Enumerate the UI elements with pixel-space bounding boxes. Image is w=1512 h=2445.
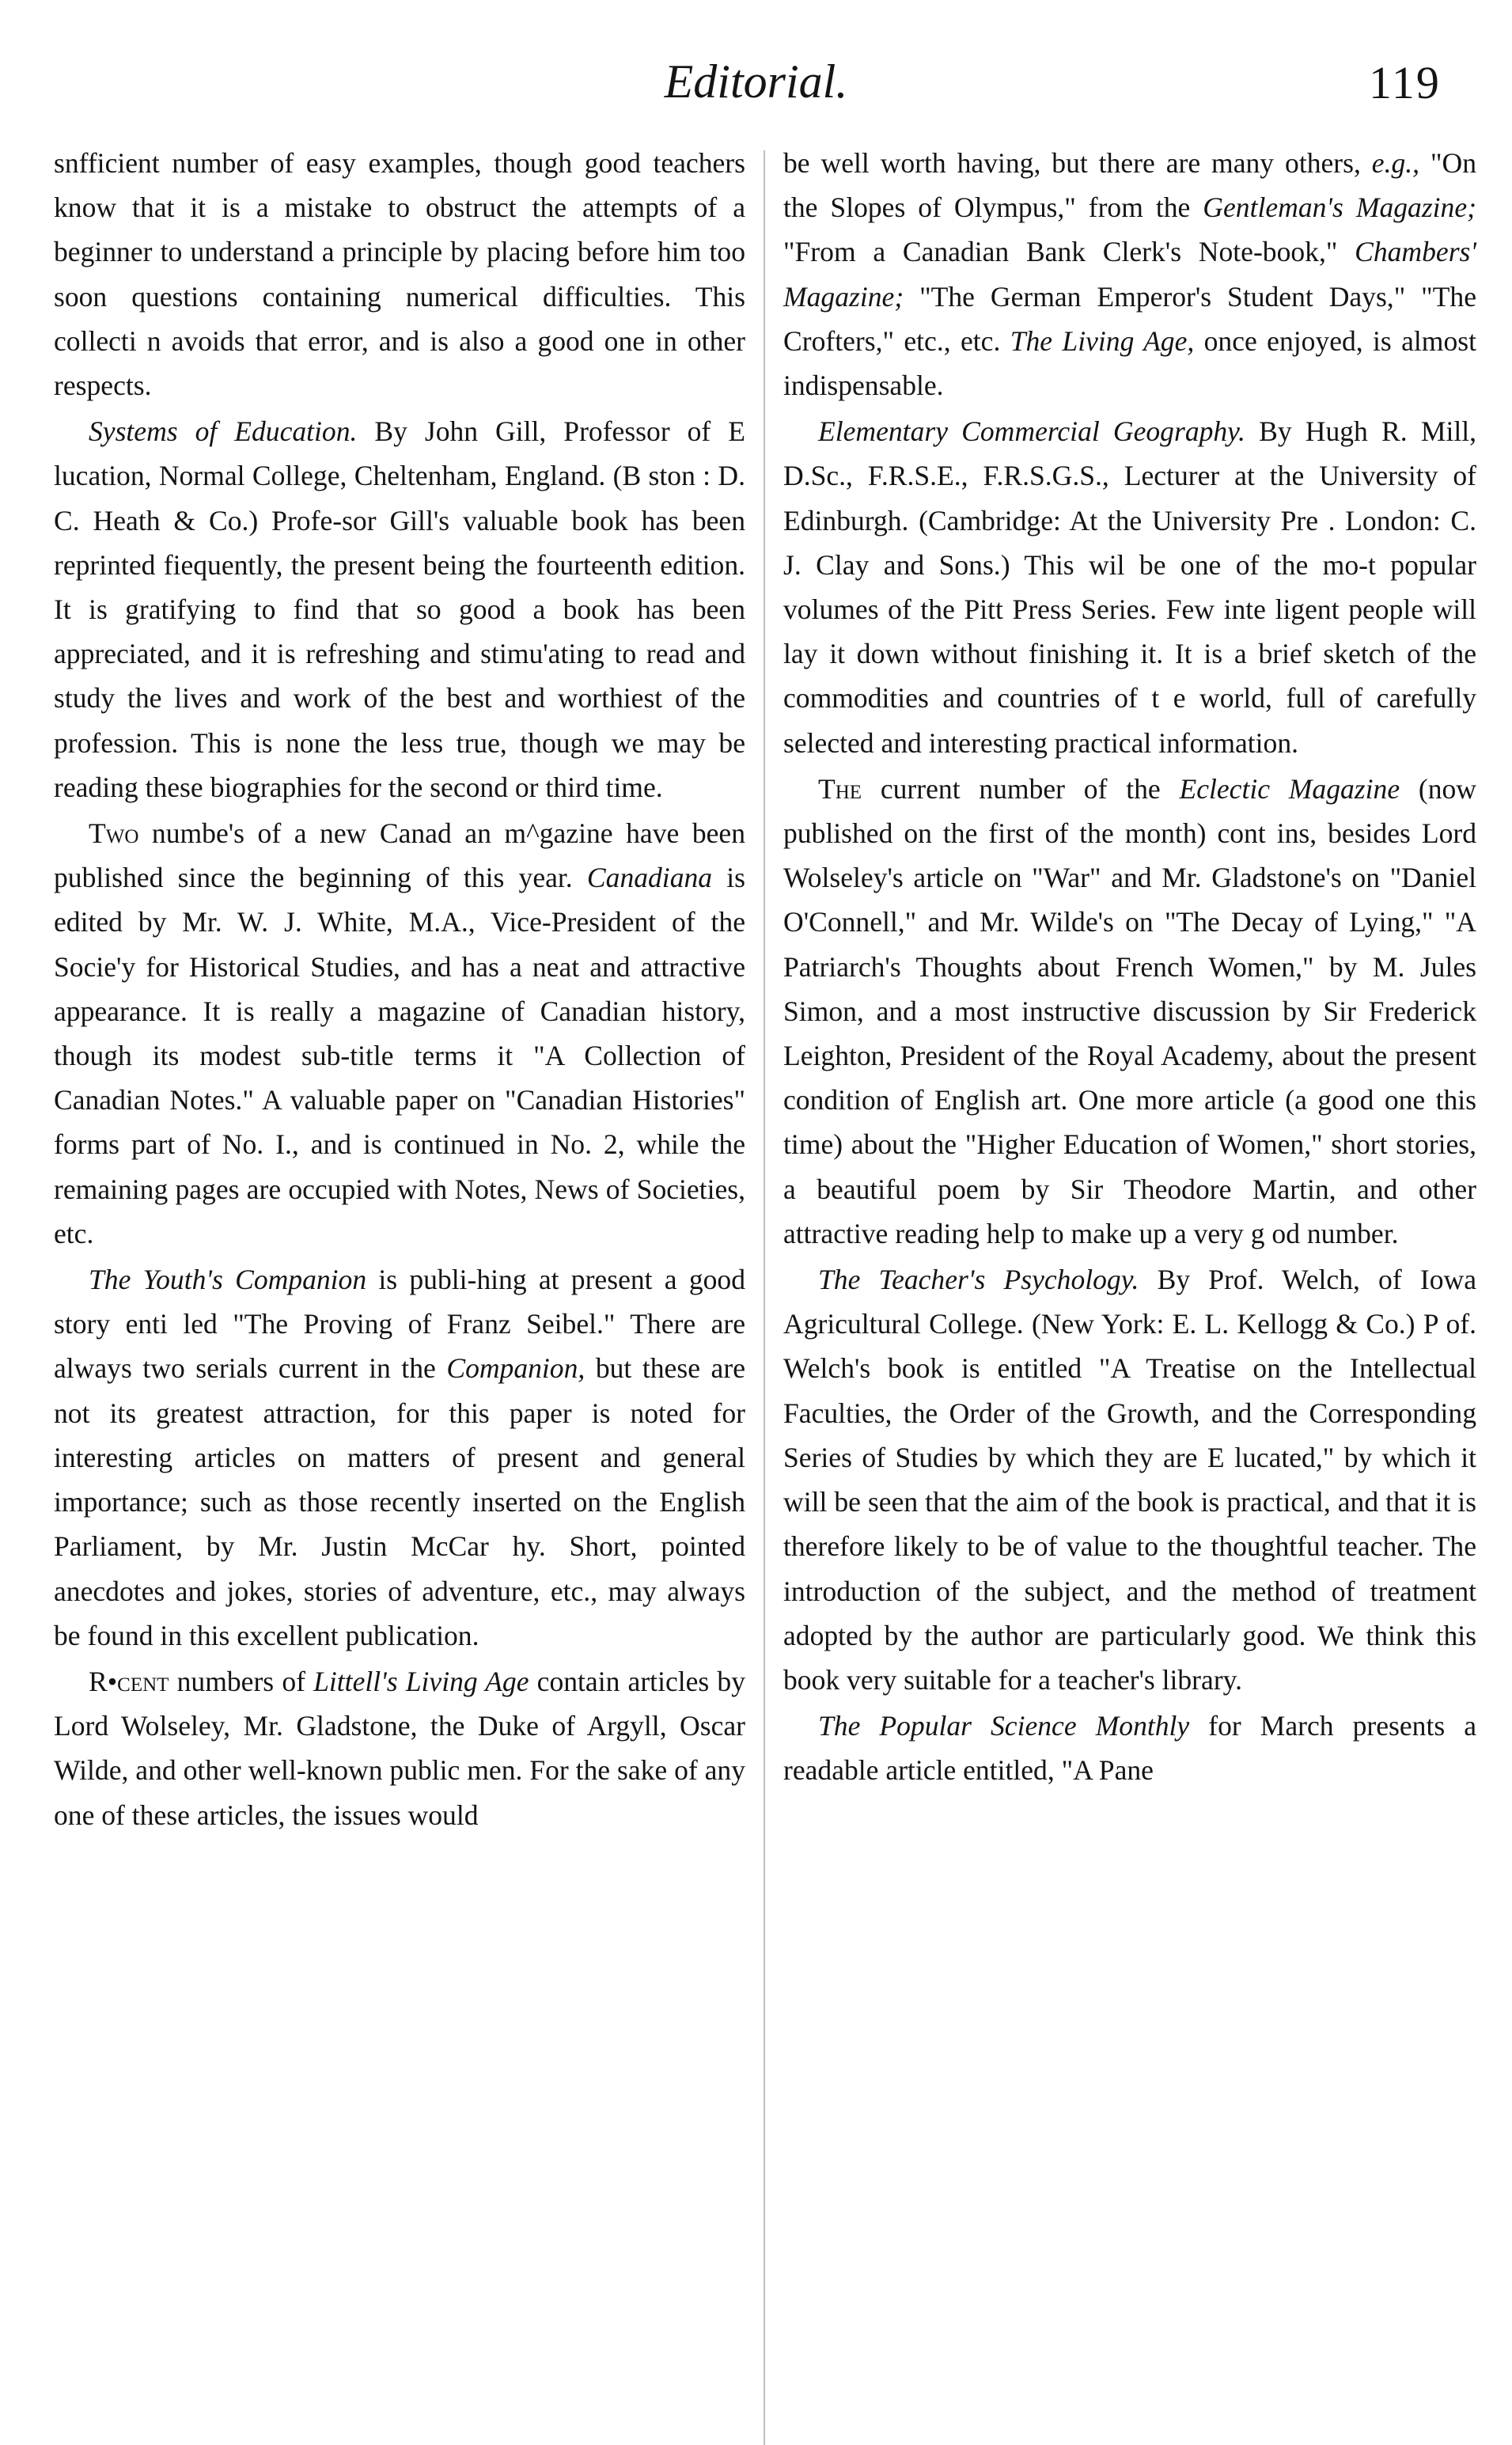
paragraph-littells-living-age <box>54 1659 745 1837</box>
paragraph-eclectic-magazine <box>783 767 1476 1256</box>
paragraph-text: By Hugh R. Mill, D.Sc., F.R.S.E., F.R.S.G.S., Lecturer at the University of Edinburgh. (Cambridge: At the University Pre . London: C. J. Clay and Sons.) This wil be one of the mo-t popular volumes of the Pitt Press Series. Few inte ligent people will lay it down without finishing it. It is a brief sketch of the commodities and countries of t e world, full of carefully selected and interesting practical information. <box>783 415 1477 759</box>
paragraph-text: "On the Slopes of Olympus," from the <box>783 147 1476 224</box>
paragraph-text: contain articles by Lord Wolseley, Mr. Gladstone, the Duke of Argyll, Oscar Wilde, and other well-known public men. For the sake of any one of these articles, the issues would <box>54 1665 745 1831</box>
book-title: Elementary Commercial Geography. <box>818 415 1245 448</box>
left-column <box>54 141 745 1837</box>
paragraph-teachers-psychology <box>783 1257 1476 1702</box>
magazine-title: Eclectic Magazine <box>1179 772 1400 805</box>
paragraph-text: is publi-hing at present a good story enti led "The Proving of Franz Seibel." There are always two serials current in the <box>54 1264 745 1385</box>
abbreviation: e.g., <box>1371 147 1420 179</box>
paragraph-commercial-geography <box>783 409 1476 765</box>
paragraph-text: for March presents a readable article entitled, "A Pane <box>783 1710 1476 1787</box>
right-column <box>783 141 1476 1793</box>
paragraph-text: once enjoyed, is almost indispensable. <box>783 324 1476 402</box>
paragraph-youths-companion <box>54 1257 745 1658</box>
paragraph-systems-of-education <box>54 409 745 809</box>
magazine-title: Chambers' Magazine; <box>783 236 1476 313</box>
running-title: Editorial. <box>664 55 848 108</box>
lead-word: The <box>818 772 862 805</box>
magazine-title: Companion, <box>446 1352 585 1385</box>
book-title: The Teacher's Psychology. <box>818 1264 1139 1296</box>
magazine-title: Littell's Living Age <box>313 1665 529 1697</box>
magazine-title: Canadiana <box>586 862 713 894</box>
paragraph-text: current number of the <box>862 772 1180 805</box>
paragraph-text: By John Gill, Professor of E lucation, Normal College, Cheltenham, England. (B ston : D. C. Heath & Co.) Profe-sor Gill's valuable book has been reprinted fiequently, the present being the fourteenth edition. It is gratifying to find that so good a book has been appreciated, and it is refreshing and stimu'ating to read and study the lives and work of the best and worthiest of the profession. This is none the less true, though we may be reading these biographies for the second or third time. <box>54 415 745 803</box>
paragraph-popular-science-monthly <box>783 1704 1476 1792</box>
magazine-title: The Youth's Companion <box>89 1264 367 1296</box>
paragraph-text: but these are not its greatest attraction, for this paper is noted for interesting articles on matters of present and general importance; such as those recently inserted on the English Parliament, by Mr. Justin McCar hy. Short, pointed anecdotes and jokes, stories of adventure, etc., may always be found in this excellent publication. <box>54 1352 745 1651</box>
paragraph-living-age-continued <box>783 141 1476 408</box>
lead-word: Two <box>89 817 139 850</box>
paragraph-canadiana <box>54 811 745 1256</box>
paragraph-text: "From a Canadian Bank Clerk's Note-book," <box>783 236 1355 268</box>
paragraph-text: (now published on the first of the month) cont ins, besides Lord Wolseley's article on "War" and Mr. Gladstone's on "Daniel O'Connell," and Mr. Wilde's on "The Decay of Lying," "A Patriarch's Thoughts about French Women," by M. Jules Simon, and a most instructive discussion by Sir Frederick Leighton, President of the Royal Academy, about the present condition of English art. One more article (a good one this time) about the "Higher Education of Women," short stories, a beautiful poem by Sir Theodore Martin, and other attractive reading help to make up a very g od number. <box>783 772 1477 1249</box>
magazine-title: The Living Age, <box>1010 324 1195 357</box>
paragraph-text: "The German Emperor's Student Days," "The Crofters," etc., etc. <box>783 280 1476 357</box>
paragraph-text: is edited by Mr. W. J. White, M.A., Vice-President of the Socie'y for Historical Studies, and has a neat and attractive appearance. It is really a magazine of Canadian history, though its modest sub-title terms it "A Collection of Canadian Notes." A valuable paper on "Canadian Histories" forms part of No. I., and is continued in No. 2, while the remaining pages are occupied with Notes, News of Societies, etc. <box>54 862 746 1249</box>
paragraph-text: numbers of <box>169 1665 314 1697</box>
page-number: 119 <box>1369 57 1441 108</box>
column-divider <box>764 150 765 2445</box>
lead-word: R•cent <box>89 1665 169 1697</box>
paragraph-text: By Prof. Welch, of Iowa Agricultural College. (New York: E. L. Kellogg & Co.) P of. Welch's book is entitled "A Treatise on the Intellectual Faculties, the Order of the Growth, and the Corresponding Series of Studies by which they are E lucated," by which it will be seen that the aim of the book is practical, and that it is therefore likely to be of value to the thoughtful teacher. The introduction of the subject, and the method of treatment adopted by the author are particularly good. We think this book very suitable for a teacher's library. <box>783 1264 1476 1696</box>
page-header <box>0 16 1512 119</box>
magazine-title: Gentleman's Magazine; <box>1203 191 1476 224</box>
paragraph-text: be well worth having, but there are many others, <box>783 147 1372 179</box>
paragraph-text: snfficient number of easy examples, though good teachers know that it is a mistake to obstruct the attempts of a beginner to understand a principle by placing before him too soon questions containing numerical difficulties. This collecti n avoids that error, and is also a good one in other respects. <box>54 147 745 402</box>
magazine-title: The Popular Science Monthly <box>818 1710 1190 1742</box>
paragraph-text: numbe's of a new Canad an m^gazine have been published since the beginning of this year. <box>54 817 745 894</box>
paragraph-arithmetic-review <box>54 141 745 408</box>
book-title: Systems of Education. <box>89 415 358 448</box>
